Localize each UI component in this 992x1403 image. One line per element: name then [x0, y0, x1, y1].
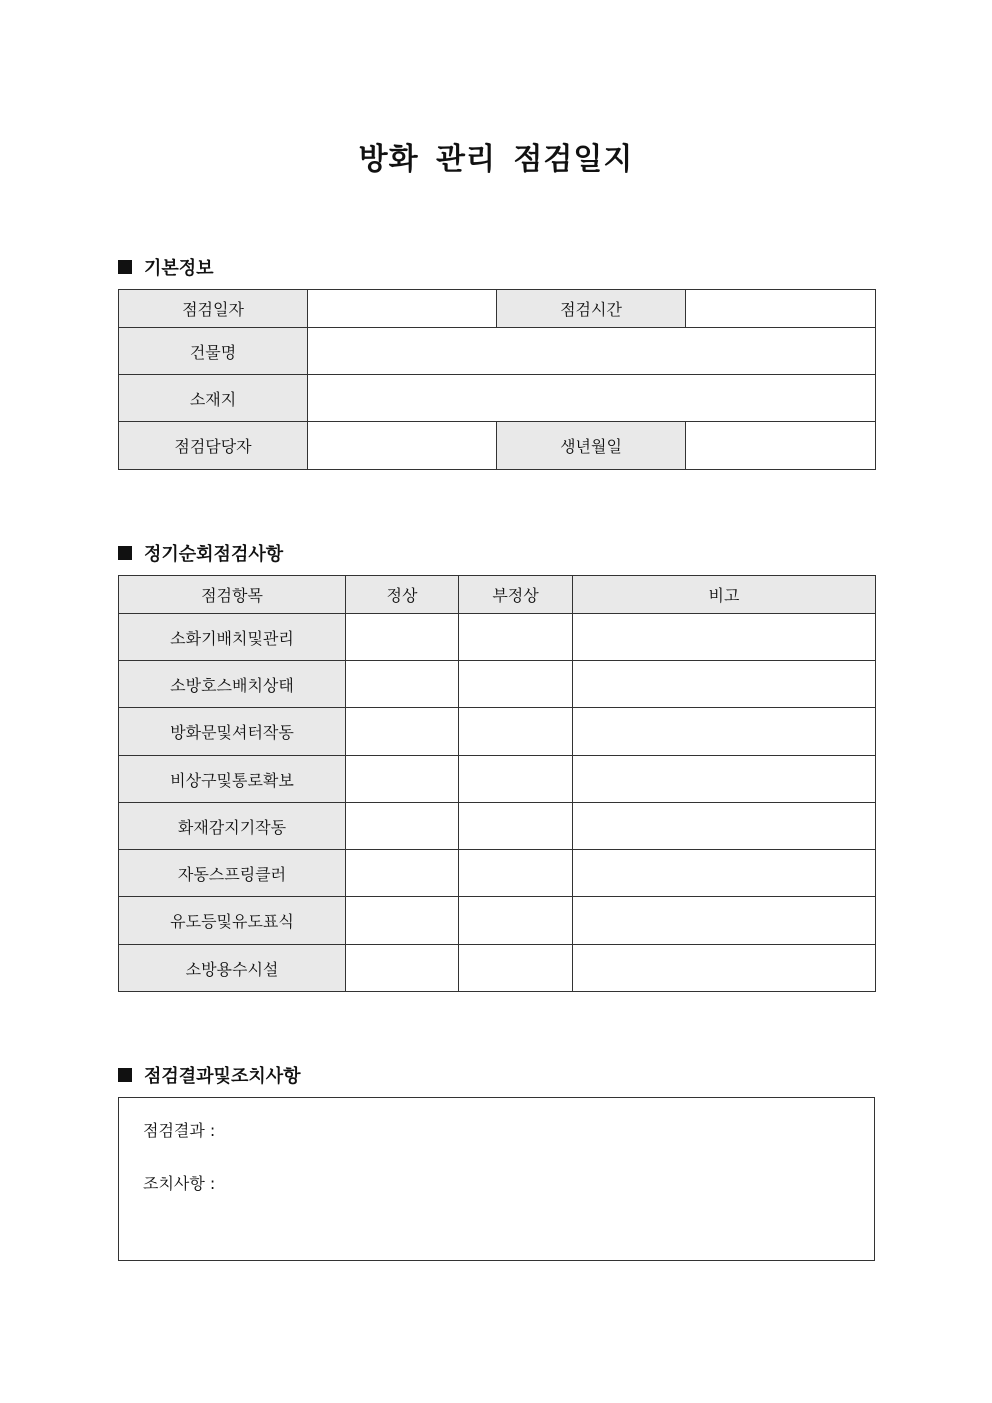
- item-label: 방화문및셔터작동: [119, 708, 346, 756]
- table-row: [119, 614, 876, 661]
- normal-cell[interactable]: [346, 897, 459, 945]
- result-label: 점검결과 :: [143, 1121, 216, 1140]
- note-cell[interactable]: [573, 708, 876, 756]
- header-note: 비고: [573, 576, 876, 614]
- table-row: [119, 897, 876, 945]
- time-field[interactable]: [686, 290, 876, 328]
- table-row: [119, 661, 876, 708]
- results-heading-text: 점검결과및조치사항: [144, 1066, 301, 1087]
- building-label: 건물명: [119, 328, 308, 375]
- abnormal-cell[interactable]: [459, 661, 573, 708]
- note-cell[interactable]: [573, 897, 876, 945]
- header-normal: 정상: [346, 576, 459, 614]
- normal-cell[interactable]: [346, 661, 459, 708]
- table-row: [119, 756, 876, 803]
- header-abnormal: 부정상: [459, 576, 573, 614]
- location-label: 소재지: [119, 375, 308, 422]
- table-row: [119, 375, 876, 422]
- note-cell[interactable]: [573, 756, 876, 803]
- abnormal-cell[interactable]: [459, 803, 573, 850]
- table-row: [119, 850, 876, 897]
- basic-info-heading: [118, 254, 214, 280]
- results-heading: [118, 1062, 301, 1088]
- inspection-heading: [118, 540, 283, 566]
- normal-cell[interactable]: [346, 756, 459, 803]
- note-cell[interactable]: [573, 803, 876, 850]
- basic-info-heading-text: 기본정보: [144, 258, 214, 279]
- abnormal-cell[interactable]: [459, 756, 573, 803]
- abnormal-cell[interactable]: [459, 945, 573, 992]
- normal-cell[interactable]: [346, 708, 459, 756]
- page-title: 방화 관리 점검일지: [358, 142, 634, 177]
- table-row: [119, 945, 876, 992]
- note-cell[interactable]: [573, 614, 876, 661]
- normal-cell[interactable]: [346, 803, 459, 850]
- square-bullet-icon: [118, 1068, 132, 1082]
- action-label: 조치사항 :: [143, 1174, 216, 1193]
- item-label: 소방용수시설: [119, 945, 346, 992]
- table-row: [119, 328, 876, 375]
- results-box[interactable]: [118, 1097, 875, 1261]
- item-label: 화재감지기작동: [119, 803, 346, 850]
- note-cell[interactable]: [573, 661, 876, 708]
- time-label: 점검시간: [497, 290, 686, 328]
- inspection-heading-text: 정기순회점검사항: [144, 544, 284, 565]
- normal-cell[interactable]: [346, 850, 459, 897]
- location-field[interactable]: [308, 375, 876, 422]
- abnormal-cell[interactable]: [459, 614, 573, 661]
- item-label: 소화기배치및관리: [119, 614, 346, 661]
- table-row: [119, 290, 876, 328]
- abnormal-cell[interactable]: [459, 897, 573, 945]
- normal-cell[interactable]: [346, 945, 459, 992]
- note-cell[interactable]: [573, 945, 876, 992]
- item-label: 자동스프링클러: [119, 850, 346, 897]
- item-label: 소방호스배치상태: [119, 661, 346, 708]
- normal-cell[interactable]: [346, 614, 459, 661]
- date-label: 점검일자: [119, 290, 308, 328]
- abnormal-cell[interactable]: [459, 850, 573, 897]
- birth-label: 생년월일: [497, 422, 686, 470]
- inspector-label: 점검담당자: [119, 422, 308, 470]
- table-row: [119, 708, 876, 756]
- item-label: 유도등및유도표식: [119, 897, 346, 945]
- square-bullet-icon: [118, 546, 132, 560]
- inspector-field[interactable]: [308, 422, 497, 470]
- table-header-row: [119, 576, 876, 614]
- basic-info-table: [118, 289, 876, 470]
- header-item: 점검항목: [119, 576, 346, 614]
- square-bullet-icon: [118, 260, 132, 274]
- note-cell[interactable]: [573, 850, 876, 897]
- building-field[interactable]: [308, 328, 876, 375]
- table-row: [119, 422, 876, 470]
- birth-field[interactable]: [686, 422, 876, 470]
- item-label: 비상구및통로확보: [119, 756, 346, 803]
- date-field[interactable]: [308, 290, 497, 328]
- table-row: [119, 803, 876, 850]
- inspection-table: [118, 575, 876, 992]
- abnormal-cell[interactable]: [459, 708, 573, 756]
